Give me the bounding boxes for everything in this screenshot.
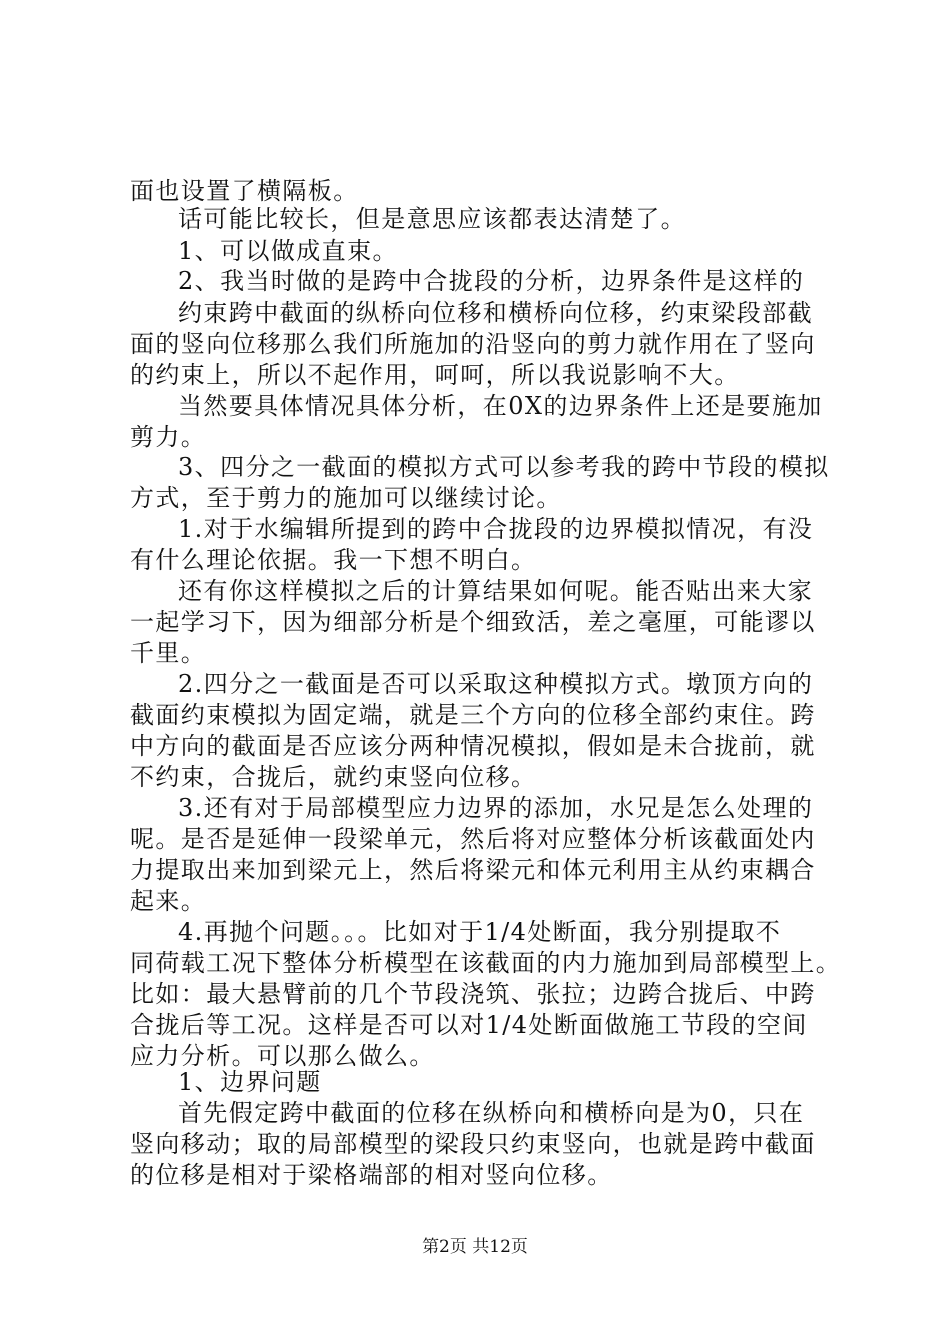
text-line: 还有你这样模拟之后的计算结果如何呢。能否贴出来大家	[178, 577, 813, 605]
text-line: 话可能比较长，但是意思应该都表达清楚了。	[178, 205, 686, 233]
text-line: 1、边界问题	[178, 1068, 322, 1096]
text-line: 合拢后等工况。这样是否可以对1/4处断面做施工节段的空间	[130, 1011, 808, 1039]
text-line: 1.对于水编辑所提到的跨中合拢段的边界模拟情况，有没	[178, 515, 814, 543]
text-line: 中方向的截面是否应该分两种情况模拟，假如是未合拢前，就	[130, 732, 816, 760]
text-line: 的约束上，所以不起作用，呵呵，所以我说影响不大。	[130, 361, 740, 389]
page-number-footer: 第2页 共12页	[422, 1237, 528, 1257]
text-line: 3.还有对于局部模型应力边界的添加，水兄是怎么处理的	[178, 794, 814, 822]
text-line: 4.再抛个问题。。。比如对于1/4处断面，我分别提取不	[178, 918, 782, 946]
text-line: 应力分析。可以那么做么。	[130, 1042, 435, 1070]
text-line: 剪力。	[130, 423, 207, 451]
text-line: 力提取出来加到梁元上，然后将梁元和体元利用主从约束耦合	[130, 856, 816, 884]
text-line: 一起学习下，因为细部分析是个细致活，差之毫厘，可能谬以	[130, 608, 816, 636]
text-line: 千里。	[130, 639, 207, 667]
text-line: 方式，至于剪力的施加可以继续讨论。	[130, 484, 562, 512]
text-line: 2.四分之一截面是否可以采取这种模拟方式。墩顶方向的	[178, 670, 814, 698]
text-line: 约束跨中截面的纵桥向位移和横桥向位移，约束梁段部截	[178, 299, 813, 327]
text-line: 首先假定跨中截面的位移在纵桥向和横桥向是为0，只在	[178, 1099, 805, 1127]
text-line: 比如：最大悬臂前的几个节段浇筑、张拉；边跨合拢后、中跨	[130, 980, 816, 1008]
text-line: 2、我当时做的是跨中合拢段的分析，边界条件是这样的	[178, 267, 805, 295]
text-line: 有什么理论依据。我一下想不明白。	[130, 546, 537, 574]
text-line: 当然要具体情况具体分析，在0X的边界条件上还是要施加	[178, 392, 823, 420]
text-line: 竖向移动；取的局部模型的梁段只约束竖向，也就是跨中截面	[130, 1130, 816, 1158]
text-line: 面的竖向位移那么我们所施加的沿竖向的剪力就作用在了竖向	[130, 330, 816, 358]
text-line: 面也设置了横隔板。	[130, 177, 359, 205]
text-line: 截面约束模拟为固定端，就是三个方向的位移全部约束住。跨	[130, 701, 816, 729]
text-line: 3、四分之一截面的模拟方式可以参考我的跨中节段的模拟	[178, 453, 830, 481]
text-line: 的位移是相对于梁格端部的相对竖向位移。	[130, 1161, 613, 1189]
text-line: 呢。是否是延伸一段梁单元，然后将对应整体分析该截面处内	[130, 825, 816, 853]
text-line: 不约束，合拢后，就约束竖向位移。	[130, 763, 537, 791]
text-line: 1、可以做成直束。	[178, 237, 398, 265]
text-line: 起来。	[130, 887, 207, 915]
text-line: 同荷载工况下整体分析模型在该截面的内力施加到局部模型上。	[130, 949, 842, 977]
